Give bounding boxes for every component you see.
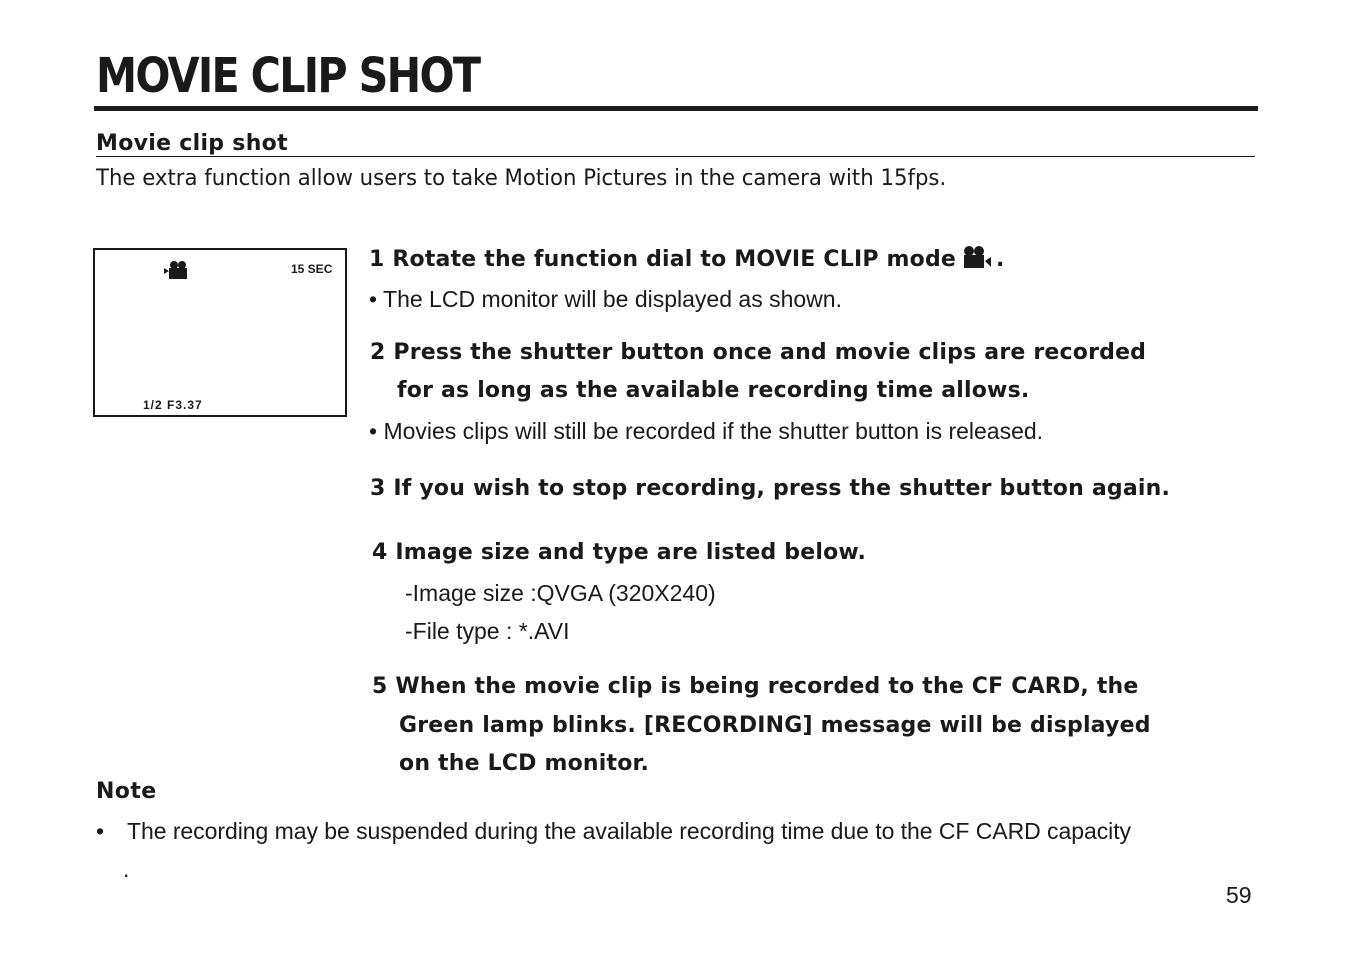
step-4-heading: 4 Image size and type are listed below. [372, 540, 867, 565]
step-2-heading-line-1: 2 Press the shutter button once and movie clips are recorded [370, 340, 1147, 365]
step-5-heading-line-2: Green lamp blinks. [RECORDING] message will be displayed [399, 713, 1151, 738]
step-2-heading-line-2: for as long as the available recording time allows. [397, 378, 1030, 403]
section-heading: Movie clip shot [96, 131, 288, 156]
note-trailing-period: . [123, 856, 130, 882]
step-3-heading: 3 If you wish to stop recording, press the shutter button again. [370, 476, 1171, 501]
note-bullet: • [96, 818, 105, 844]
step-1-text: 1 Rotate the function dial to MOVIE CLIP mode [369, 247, 957, 272]
note-heading: Note [96, 779, 157, 804]
step-5-heading-line-3: on the LCD monitor. [399, 751, 650, 776]
step-4-file-type: -File type : *.AVI [405, 618, 570, 644]
note-text: The recording may be suspended during the available recording time due to the CF CARD capacity [127, 818, 1132, 844]
lcd-monitor-illustration [93, 248, 347, 417]
lcd-time-remaining: 15 SEC [291, 262, 333, 276]
step-2-note: • Movies clips will still be recorded if the shutter button is released. [369, 418, 1044, 444]
step-1-period: . [996, 247, 1005, 272]
intro-text: The extra function allow users to take Motion Pictures in the camera with 15fps. [96, 166, 947, 191]
movie-camera-icon [962, 245, 992, 275]
title-divider [94, 106, 1258, 111]
page-title: MOVIE CLIP SHOT [96, 48, 480, 104]
movie-camera-icon [163, 260, 189, 285]
section-divider [96, 156, 1255, 157]
step-4-image-size: -Image size :QVGA (320X240) [405, 580, 716, 606]
page-number: 59 [1226, 882, 1252, 908]
step-1-heading [369, 245, 1005, 275]
step-1-note: • The LCD monitor will be displayed as shown. [369, 286, 842, 312]
lcd-info-readout: 1/2 F3.37 [143, 398, 203, 412]
step-5-heading-line-1: 5 When the movie clip is being recorded to the CF CARD, the [372, 674, 1139, 699]
